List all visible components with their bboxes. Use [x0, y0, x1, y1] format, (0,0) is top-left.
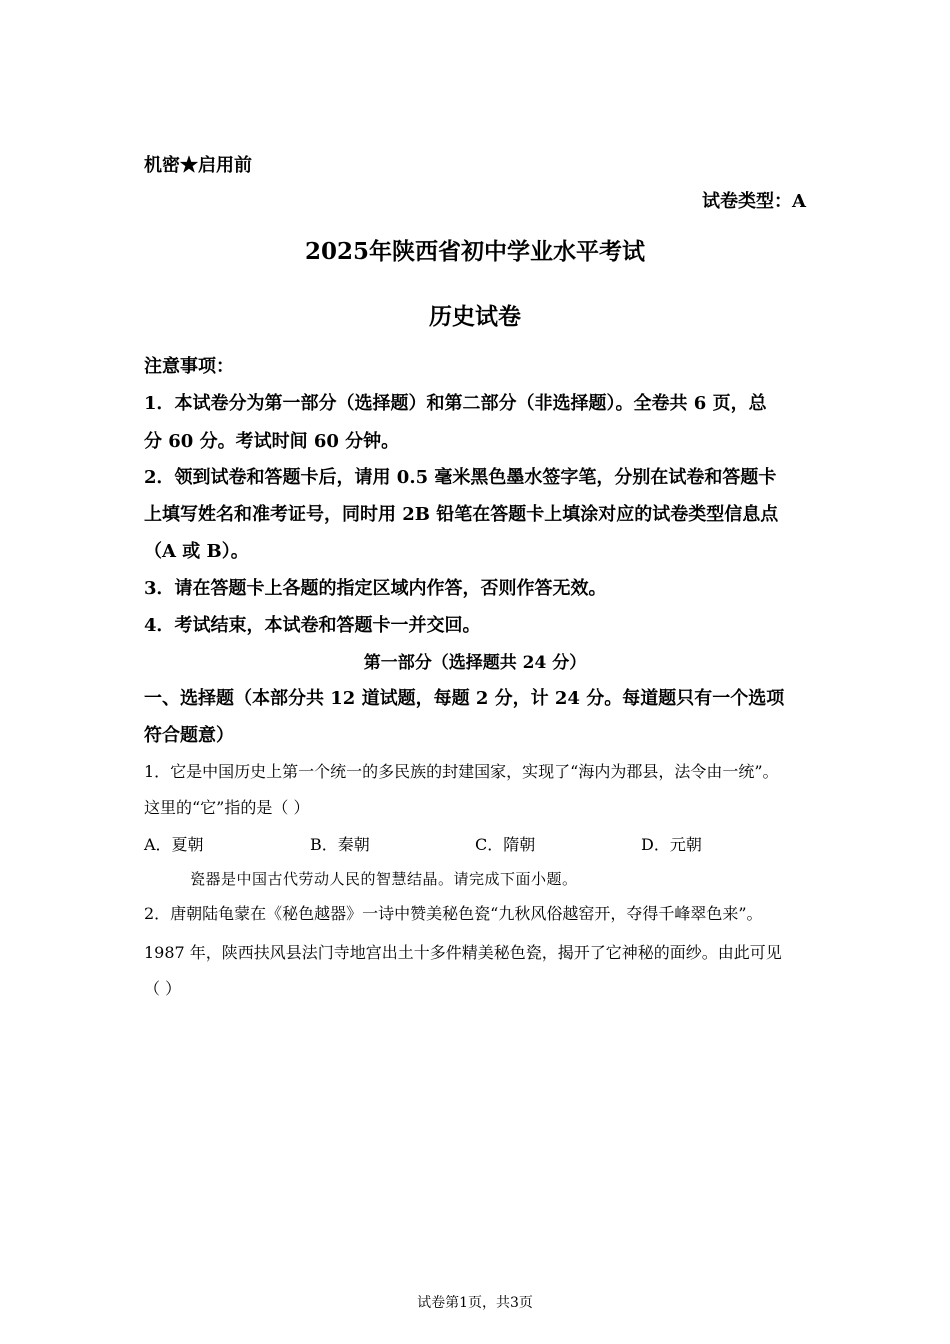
option-c: C．隋朝 [475, 835, 536, 854]
subject-title: 历史试卷 [429, 303, 521, 330]
notice-item-2: 2．领到试卷和答题卡后，请用 0.5 毫米黑色墨水签字笔，分别在试卷和答题卡 [144, 467, 777, 488]
question-2-stem: 2．唐朝陆龟蒙在《秘色越器》一诗中赞美秘色瓷“九秋风俗越窑开，夺得千峰翠色来”。 [144, 904, 763, 923]
section-heading-cont: 符合题意） [144, 725, 234, 746]
notice-item-1: 1．本试卷分为第一部分（选择题）和第二部分（非选择题）。全卷共 6 页，总 [144, 393, 767, 414]
question-1-stem-cont: 这里的“它”指的是（ ） [144, 798, 310, 817]
question-2-stem-cont: 1987 年，陕西扶风县法门寺地宫出土十多件精美秘色瓷，揭开了它神秘的面纱。由此可见 [144, 943, 782, 962]
part1-heading: 第一部分（选择题共 24 分） [363, 653, 587, 673]
paper-type-label: 试卷类型：A [702, 191, 806, 212]
notice-item-3: 3．请在答题卡上各题的指定区域内作答，否则作答无效。 [144, 578, 607, 599]
option-d: D．元朝 [641, 835, 702, 854]
page-footer: 试卷第1页，共3页 [417, 1295, 533, 1311]
sub-questions-intro: 瓷器是中国古代劳动人民的智慧结晶。请完成下面小题。 [190, 870, 578, 888]
option-a: A．夏朝 [144, 835, 204, 854]
notice-item-2-cont2: （A 或 B）。 [144, 541, 249, 562]
notice-item-4: 4．考试结束，本试卷和答题卡一并交回。 [144, 615, 481, 636]
question-1-stem: 1．它是中国历史上第一个统一的多民族的封建国家，实现了“海内为郡县，法令由一统”。 [144, 762, 779, 781]
notice-heading: 注意事项： [144, 356, 234, 377]
section-heading: 一、选择题（本部分共 12 道试题，每题 2 分，计 24 分。每道题只有一个选项 [144, 688, 785, 709]
question-2-answer-blank: （ ） [144, 979, 182, 998]
exam-title: 2025年陕西省初中学业水平考试 [304, 238, 645, 265]
notice-item-2-cont: 上填写姓名和准考证号，同时用 2B 铅笔在答题卡上填涂对应的试卷类型信息点 [144, 504, 779, 525]
option-b: B．秦朝 [310, 835, 370, 854]
confidential-label: 机密★启用前 [144, 155, 252, 176]
notice-item-1-cont: 分 60 分。考试时间 60 分钟。 [144, 431, 400, 452]
